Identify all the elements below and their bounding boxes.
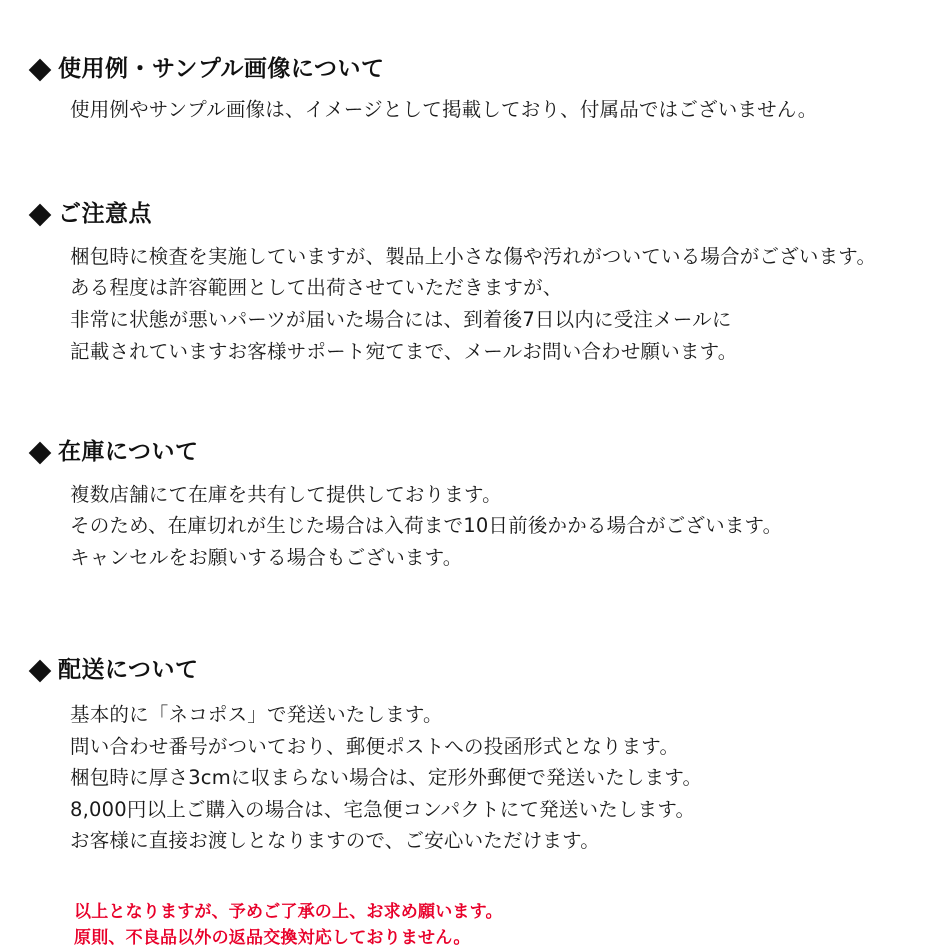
section-title: 使用例・サンプル画像について (58, 56, 385, 82)
body-line: 梱包時に厚さ3cmに収まらない場合は、定形外郵便で発送いたします。 (70, 766, 703, 790)
footer-line: 以上となりますが、予めご了承の上、お求め願います。 (74, 901, 503, 922)
section-body (30, 241, 920, 367)
section-cautions (30, 201, 920, 367)
body-line: 複数店舗にて在庫を共有して提供しております。 (70, 482, 502, 506)
section-header (30, 201, 920, 229)
diamond-bullet-icon (29, 58, 52, 81)
section-title: 配送について (58, 657, 199, 684)
body-line: 問い合わせ番号がついており、郵便ポストへの投函形式となります。 (70, 734, 680, 758)
footer-disclaimer (30, 899, 920, 952)
section-sample-images (30, 56, 920, 125)
body-line: そのため、在庫切れが生じた場合は入荷まで10日前後かかる場合がございます。 (70, 514, 783, 538)
body-line: キャンセルをお願いする場合もございます。 (70, 545, 463, 569)
diamond-bullet-icon (29, 660, 52, 683)
section-stock (30, 439, 920, 573)
body-line: 梱包時に検査を実施していますが、製品上小さな傷や汚れがついている場合がございます。 (70, 244, 877, 268)
section-body (30, 699, 920, 857)
body-line: 記載されていますお客様サポート宛てまで、メールお問い合わせ願います。 (70, 339, 738, 363)
section-body (30, 479, 920, 574)
body-line: お客様に直接お渡しとなりますので、ご安心いただけます。 (70, 829, 600, 853)
section-header (30, 439, 920, 467)
section-title: 在庫について (58, 439, 199, 466)
body-line: 非常に状態が悪いパーツが届いた場合には、到着後7日以内に受注メールに (70, 307, 732, 331)
section-header (30, 56, 920, 84)
diamond-bullet-icon (29, 442, 52, 465)
body-line: ある程度は許容範囲として出荷させていただきますが、 (70, 276, 563, 300)
footer-line: 原則、不良品以外の返品交換対応しておりません。 (74, 928, 471, 949)
body-line: 基本的に「ネコポス」で発送いたします。 (70, 703, 443, 726)
body-line: 8,000円以上ご購入の場合は、宅急便コンパクトにて発送いたします。 (70, 797, 696, 821)
diamond-bullet-icon (29, 204, 52, 227)
body-line: 使用例やサンプル画像は、イメージとして掲載しており、付属品ではございません。 (70, 97, 818, 121)
section-shipping (30, 657, 920, 856)
section-header (30, 657, 920, 685)
section-title: ご注意点 (58, 201, 152, 228)
section-body (30, 94, 920, 126)
